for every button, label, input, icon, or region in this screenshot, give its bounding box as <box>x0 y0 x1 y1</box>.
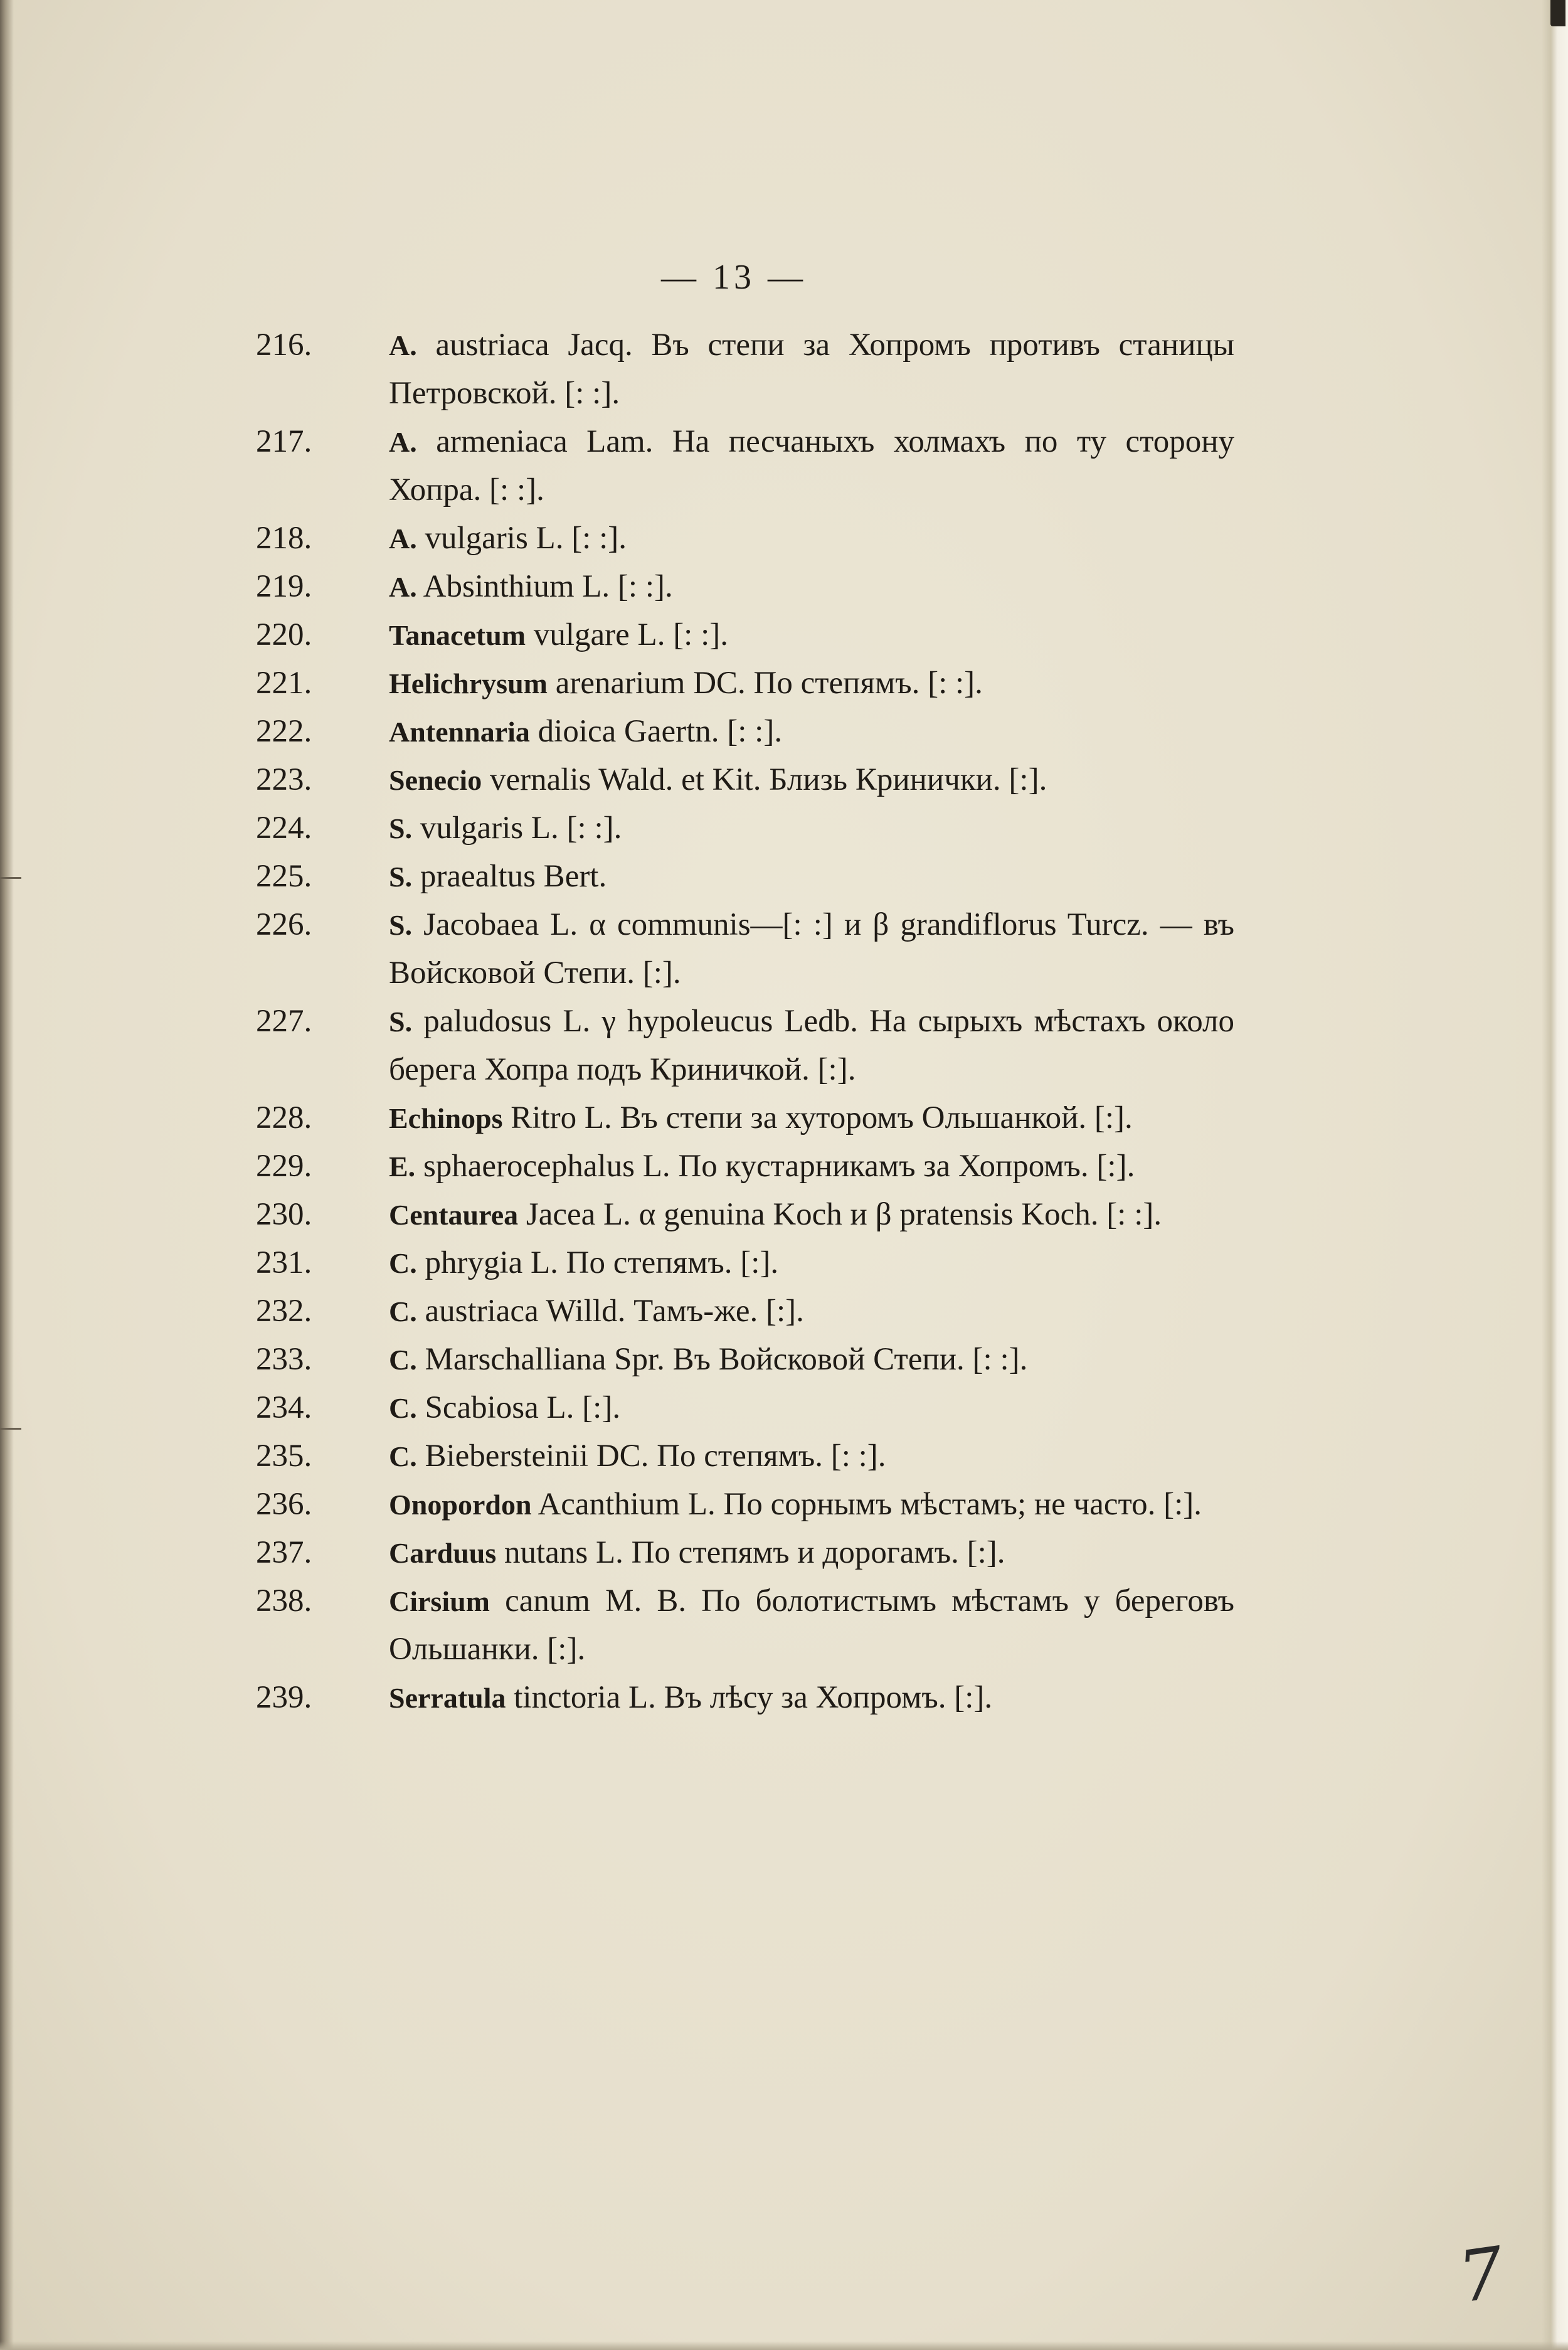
list-item <box>256 1336 1234 1384</box>
species-description: austriaca Jacq. Въ степи за Хопромъ противъ станицы Петровской. [: :]. <box>389 327 1235 411</box>
entry-number: 233. <box>256 1342 312 1377</box>
list-item <box>256 804 1234 853</box>
list-item <box>256 1191 1234 1239</box>
entry-number: 223. <box>256 762 312 797</box>
list-item <box>256 1432 1234 1481</box>
genus-name: S. <box>389 1006 413 1038</box>
list-item <box>256 418 1234 514</box>
genus-name: C. <box>389 1344 417 1376</box>
margin-tick <box>0 877 21 879</box>
list-item <box>256 514 1234 563</box>
entry-number: 224. <box>256 811 312 846</box>
list-item <box>256 901 1234 997</box>
list-item <box>256 321 1234 418</box>
genus-name: S. <box>389 812 413 844</box>
entry-text <box>389 611 1234 659</box>
species-description: canum M. B. По болотистымъ мѣстамъ у береговъ Ольшанки. [:]. <box>389 1583 1234 1667</box>
entry-text <box>389 321 1234 418</box>
list-item <box>256 659 1234 708</box>
list-item <box>256 756 1234 804</box>
genus-name: Senecio <box>389 764 482 796</box>
genus-name: Serratula <box>389 1682 506 1714</box>
genus-name: Antennaria <box>389 716 530 748</box>
list-item <box>256 1384 1234 1432</box>
species-description: vulgaris L. [: :]. <box>420 811 622 846</box>
list-item <box>256 853 1234 901</box>
entry-number: 232. <box>256 1294 312 1329</box>
species-description: Acanthium L. По сорнымъ мѣстамъ; не часто. [:]. <box>538 1487 1202 1522</box>
entry-text <box>389 1577 1234 1674</box>
genus-name: Helichrysum <box>389 667 548 699</box>
binding-shadow <box>0 0 14 2350</box>
entry-number: 230. <box>256 1197 312 1232</box>
entry-number: 216. <box>256 327 312 363</box>
list-item <box>256 1577 1234 1674</box>
entry-number: 235. <box>256 1438 312 1474</box>
entry-text <box>389 1384 1234 1432</box>
entry-text <box>389 1239 1234 1287</box>
entry-text <box>389 1481 1234 1529</box>
genus-name: Centaurea <box>389 1199 519 1231</box>
list-item <box>256 563 1234 611</box>
genus-name: A. <box>389 329 417 361</box>
entry-text <box>389 997 1234 1094</box>
species-description: armeniaca Lam. На песчаныхъ холмахъ по ту сторону Хопра. [: :]. <box>389 424 1235 508</box>
entry-number: 218. <box>256 521 312 556</box>
list-item <box>256 1481 1234 1529</box>
entry-number: 237. <box>256 1535 312 1570</box>
margin-tick <box>0 1428 21 1430</box>
entry-number: 229. <box>256 1149 312 1184</box>
genus-name: A. <box>389 523 417 555</box>
species-list <box>256 321 1234 1722</box>
entry-number: 222. <box>256 714 312 749</box>
entry-text <box>389 1432 1234 1481</box>
entry-number: 234. <box>256 1390 312 1425</box>
species-description: austriaca Willd. Тамъ-же. [:]. <box>425 1294 804 1329</box>
species-description: Absinthium L. [: :]. <box>423 569 673 604</box>
entry-number: 220. <box>256 617 312 652</box>
genus-name: Cirsium <box>389 1585 490 1617</box>
genus-name: Echinops <box>389 1102 503 1134</box>
species-description: Bieberstеinii DC. По степямъ. [: :]. <box>425 1438 886 1474</box>
entry-number: 238. <box>256 1583 312 1619</box>
entry-text <box>389 563 1234 611</box>
list-item <box>256 1142 1234 1191</box>
entry-text <box>389 514 1234 563</box>
entry-number: 225. <box>256 859 312 894</box>
genus-name: C. <box>389 1392 417 1424</box>
handwritten-mark: 7 <box>1453 2231 1509 2319</box>
entry-number: 231. <box>256 1245 312 1280</box>
entry-text <box>389 418 1234 514</box>
genus-name: C. <box>389 1247 417 1279</box>
species-description: Jacobaea L. α communis—[: :] и β grandiflorus Turcz. — въ Войсковой Степи. [:]. <box>389 907 1234 991</box>
entry-text <box>389 853 1234 901</box>
corner-tab <box>1550 0 1565 26</box>
entry-text <box>389 901 1234 997</box>
species-description: dioica Gaertn. [: :]. <box>538 714 783 749</box>
page-number: — 13 — <box>661 258 807 297</box>
genus-name: C. <box>389 1440 417 1472</box>
entry-number: 219. <box>256 569 312 604</box>
species-description: praealtus Bert. <box>420 859 607 894</box>
list-item <box>256 997 1234 1094</box>
species-description: Jacea L. α genuina Koch и β pratensis Koch. [: :]. <box>526 1197 1162 1232</box>
page-bottom-edge <box>0 2341 1568 2350</box>
species-description: Ritro L. Въ степи за хуторомъ Ольшанкой. [:]. <box>511 1100 1133 1135</box>
list-item <box>256 611 1234 659</box>
genus-name: S. <box>389 909 413 941</box>
entry-number: 221. <box>256 666 312 701</box>
species-description: Marschalliana Spr. Въ Войсковой Степи. [: :]. <box>425 1342 1028 1377</box>
species-description: tinctoria L. Въ лѣсу за Хопромъ. [:]. <box>514 1680 993 1715</box>
entry-text <box>389 659 1234 708</box>
species-description: sphaerocephalus L. По кустарникамъ за Хопромъ. [:]. <box>423 1149 1135 1184</box>
entry-number: 226. <box>256 907 312 942</box>
entry-text <box>389 1191 1234 1239</box>
genus-name: S. <box>389 861 413 893</box>
entry-text <box>389 756 1234 804</box>
species-description: nutans L. По степямъ и дорогамъ. [:]. <box>504 1535 1005 1570</box>
genus-name: Carduus <box>389 1537 497 1569</box>
genus-name: C. <box>389 1295 417 1327</box>
entry-text <box>389 804 1234 853</box>
entry-number: 217. <box>256 424 312 459</box>
genus-name: A. <box>389 571 417 603</box>
entry-number: 236. <box>256 1487 312 1522</box>
entry-number: 227. <box>256 1004 312 1039</box>
species-description: paludosus L. γ hypoleucus Ledb. На сырыхъ мѣстахъ около берега Хопра подъ Криничкой. [:]. <box>389 1004 1235 1087</box>
list-item <box>256 1674 1234 1722</box>
species-description: arenarium DC. По степямъ. [: :]. <box>555 666 983 701</box>
entry-text <box>389 1287 1234 1336</box>
genus-name: Tanacetum <box>389 619 526 651</box>
species-description: vulgare L. [: :]. <box>533 617 728 652</box>
list-item <box>256 1239 1234 1287</box>
page-edge <box>1542 0 1568 2350</box>
genus-name: Onopordon <box>389 1489 532 1521</box>
list-item <box>256 1287 1234 1336</box>
entry-text <box>389 708 1234 756</box>
list-item <box>256 1094 1234 1142</box>
entry-text <box>389 1529 1234 1577</box>
genus-name: E. <box>389 1151 416 1183</box>
list-item <box>256 1529 1234 1577</box>
entry-text <box>389 1336 1234 1384</box>
species-description: vernalis Wald. et Kit. Близь Кринички. [:]. <box>489 762 1047 797</box>
entry-number: 239. <box>256 1680 312 1715</box>
entry-text <box>389 1674 1234 1722</box>
species-description: Scabiosa L. [:]. <box>425 1390 621 1425</box>
species-description: vulgaris L. [: :]. <box>425 521 627 556</box>
species-description: phrygia L. По степямъ. [:]. <box>425 1245 779 1280</box>
genus-name: A. <box>389 426 417 458</box>
entry-text <box>389 1142 1234 1191</box>
list-item <box>256 708 1234 756</box>
entry-number: 228. <box>256 1100 312 1135</box>
entry-text <box>389 1094 1234 1142</box>
